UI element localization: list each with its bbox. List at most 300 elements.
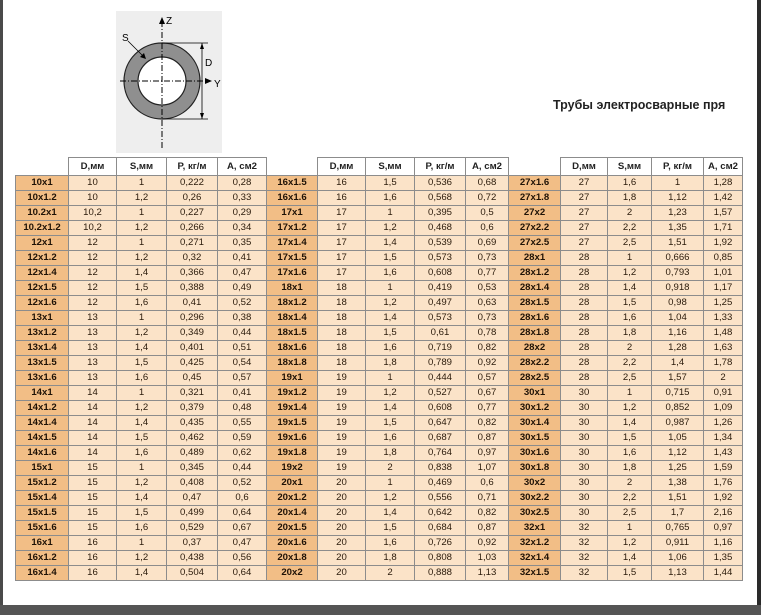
pipe-size-cell: 30x1.5: [509, 431, 561, 446]
value-cell: 10: [69, 176, 117, 191]
value-cell: 0,438: [167, 551, 218, 566]
column-header: P, кг/м: [652, 158, 704, 176]
value-cell: 0,41: [218, 386, 267, 401]
table-row: [16, 356, 743, 371]
pipe-size-cell: 18x1.4: [267, 311, 318, 326]
value-cell: 1,8: [366, 356, 415, 371]
value-cell: 30: [561, 491, 608, 506]
value-cell: 0,57: [218, 371, 267, 386]
value-cell: 2,5: [608, 236, 652, 251]
pipe-size-cell: 19x2: [267, 461, 318, 476]
value-cell: 0,271: [167, 236, 218, 251]
value-cell: 1: [366, 476, 415, 491]
value-cell: 28: [561, 311, 608, 326]
pipe-size-cell: 28x2.5: [509, 371, 561, 386]
table-row: [16, 281, 743, 296]
value-cell: 12: [69, 251, 117, 266]
value-cell: 13: [69, 356, 117, 371]
value-cell: 28: [561, 326, 608, 341]
header-spacer: [16, 158, 69, 176]
value-cell: 0,222: [167, 176, 218, 191]
value-cell: 1,5: [117, 506, 167, 521]
table-row: [16, 506, 743, 521]
pipe-size-cell: 28x1.6: [509, 311, 561, 326]
value-cell: 0,573: [415, 311, 466, 326]
value-cell: 1,05: [652, 431, 704, 446]
pipe-size-cell: 12x1.4: [16, 266, 69, 281]
value-cell: 20: [318, 491, 366, 506]
value-cell: 18: [318, 341, 366, 356]
value-cell: 0,539: [415, 236, 466, 251]
pipe-size-cell: 20x1.2: [267, 491, 318, 506]
value-cell: 0,388: [167, 281, 218, 296]
value-cell: 20: [318, 476, 366, 491]
value-cell: 0,52: [218, 476, 267, 491]
value-cell: 1,2: [366, 386, 415, 401]
pipe-size-cell: 16x1: [16, 536, 69, 551]
value-cell: 0,765: [652, 521, 704, 536]
value-cell: 0,55: [218, 416, 267, 431]
value-cell: 0,34: [218, 221, 267, 236]
value-cell: 30: [561, 401, 608, 416]
value-cell: 0,715: [652, 386, 704, 401]
value-cell: 0,61: [415, 326, 466, 341]
value-cell: 0,227: [167, 206, 218, 221]
value-cell: 15: [69, 491, 117, 506]
value-cell: 32: [561, 521, 608, 536]
value-cell: 16: [69, 566, 117, 581]
value-cell: 1,2: [117, 191, 167, 206]
value-cell: 1,8: [608, 191, 652, 206]
pipe-size-cell: 27x2.5: [509, 236, 561, 251]
value-cell: 0,918: [652, 281, 704, 296]
value-cell: 1,42: [704, 191, 743, 206]
value-cell: 1,5: [366, 251, 415, 266]
value-cell: 10,2: [69, 206, 117, 221]
value-cell: 1,57: [652, 371, 704, 386]
value-cell: 0,497: [415, 296, 466, 311]
value-cell: 28: [561, 296, 608, 311]
value-cell: 0,91: [704, 386, 743, 401]
pipe-size-cell: 10x1.2: [16, 191, 69, 206]
value-cell: 0,366: [167, 266, 218, 281]
value-cell: 1,2: [608, 401, 652, 416]
value-cell: 18: [318, 311, 366, 326]
value-cell: 2: [366, 566, 415, 581]
value-cell: 0,48: [218, 401, 267, 416]
table-row: [16, 551, 743, 566]
value-cell: 1,5: [366, 326, 415, 341]
value-cell: 1,6: [117, 296, 167, 311]
header-spacer: [267, 158, 318, 176]
value-cell: 0,85: [704, 251, 743, 266]
value-cell: 1,38: [652, 476, 704, 491]
pipe-size-cell: 30x1.4: [509, 416, 561, 431]
pipe-size-cell: 15x1: [16, 461, 69, 476]
value-cell: 0,888: [415, 566, 466, 581]
value-cell: 2: [704, 371, 743, 386]
pipe-section-diagram: [116, 11, 222, 153]
value-cell: 0,408: [167, 476, 218, 491]
value-cell: 0,72: [466, 191, 509, 206]
value-cell: 1,4: [366, 506, 415, 521]
value-cell: 2,2: [608, 491, 652, 506]
value-cell: 15: [69, 461, 117, 476]
value-cell: 0,47: [218, 266, 267, 281]
value-cell: 0,62: [218, 446, 267, 461]
value-cell: 0,41: [167, 296, 218, 311]
value-cell: 1,8: [366, 446, 415, 461]
column-header: A, см2: [218, 158, 267, 176]
pipe-size-cell: 13x1: [16, 311, 69, 326]
value-cell: 13: [69, 341, 117, 356]
table-row: [16, 266, 743, 281]
value-cell: 0,26: [167, 191, 218, 206]
value-cell: 0,296: [167, 311, 218, 326]
pipe-size-cell: 13x1.2: [16, 326, 69, 341]
pipe-size-cell: 17x1.2: [267, 221, 318, 236]
value-cell: 13: [69, 371, 117, 386]
value-cell: 0,666: [652, 251, 704, 266]
value-cell: 1,03: [466, 551, 509, 566]
value-cell: 0,527: [415, 386, 466, 401]
value-cell: 0,29: [218, 206, 267, 221]
value-cell: 0,6: [466, 476, 509, 491]
value-cell: 0,64: [218, 566, 267, 581]
value-cell: 1,4: [366, 311, 415, 326]
pipe-size-cell: 17x1.4: [267, 236, 318, 251]
value-cell: 0,6: [218, 491, 267, 506]
pipe-size-cell: 28x1: [509, 251, 561, 266]
value-cell: 1,5: [608, 566, 652, 581]
value-cell: 0,37: [167, 536, 218, 551]
value-cell: 0,6: [466, 221, 509, 236]
value-cell: 0,504: [167, 566, 218, 581]
value-cell: 1,71: [704, 221, 743, 236]
value-cell: 13: [69, 326, 117, 341]
value-cell: 2: [608, 206, 652, 221]
value-cell: 1,6: [366, 341, 415, 356]
value-cell: 1: [366, 206, 415, 221]
value-cell: 1: [117, 536, 167, 551]
value-cell: 0,45: [167, 371, 218, 386]
value-cell: 1,2: [117, 251, 167, 266]
value-cell: 0,73: [466, 311, 509, 326]
value-cell: 1,5: [117, 281, 167, 296]
value-cell: 10,2: [69, 221, 117, 236]
value-cell: 12: [69, 266, 117, 281]
pipe-size-cell: 14x1: [16, 386, 69, 401]
value-cell: 0,911: [652, 536, 704, 551]
value-cell: 19: [318, 371, 366, 386]
pipe-size-cell: 20x1.6: [267, 536, 318, 551]
value-cell: 0,345: [167, 461, 218, 476]
value-cell: 1,92: [704, 491, 743, 506]
pipe-size-cell: 20x1: [267, 476, 318, 491]
value-cell: 0,87: [466, 521, 509, 536]
value-cell: 0,266: [167, 221, 218, 236]
value-cell: 14: [69, 386, 117, 401]
value-cell: 0,395: [415, 206, 466, 221]
value-cell: 1: [608, 251, 652, 266]
value-cell: 0,47: [218, 536, 267, 551]
value-cell: 0,64: [218, 506, 267, 521]
pipe-size-cell: 12x1.6: [16, 296, 69, 311]
value-cell: 19: [318, 416, 366, 431]
value-cell: 1: [117, 236, 167, 251]
table-row: [16, 371, 743, 386]
value-cell: 19: [318, 386, 366, 401]
value-cell: 0,82: [466, 506, 509, 521]
value-cell: 20: [318, 551, 366, 566]
value-cell: 1,8: [608, 461, 652, 476]
column-header: A, см2: [466, 158, 509, 176]
pipe-size-cell: 28x1.4: [509, 281, 561, 296]
value-cell: 20: [318, 536, 366, 551]
value-cell: 30: [561, 506, 608, 521]
value-cell: 0,321: [167, 386, 218, 401]
value-cell: 27: [561, 236, 608, 251]
pipe-size-cell: 17x1.5: [267, 251, 318, 266]
value-cell: 0,684: [415, 521, 466, 536]
value-cell: 12: [69, 236, 117, 251]
pipe-size-cell: 16x1.2: [16, 551, 69, 566]
table-row: [16, 521, 743, 536]
value-cell: 18: [318, 326, 366, 341]
pipe-size-cell: 15x1.2: [16, 476, 69, 491]
value-cell: 14: [69, 431, 117, 446]
table-row: [16, 461, 743, 476]
value-cell: 17: [318, 236, 366, 251]
pipe-size-cell: 20x1.5: [267, 521, 318, 536]
pipe-size-cell: 14x1.4: [16, 416, 69, 431]
value-cell: 19: [318, 401, 366, 416]
value-cell: 1,6: [608, 176, 652, 191]
value-cell: 0,53: [466, 281, 509, 296]
value-cell: 0,987: [652, 416, 704, 431]
value-cell: 0,51: [218, 341, 267, 356]
value-cell: 1,7: [652, 506, 704, 521]
value-cell: 1,4: [117, 566, 167, 581]
column-header: D,мм: [69, 158, 117, 176]
table-row: [16, 221, 743, 236]
pipe-size-cell: 10.2x1: [16, 206, 69, 221]
value-cell: 0,92: [466, 356, 509, 371]
value-cell: 1,23: [652, 206, 704, 221]
value-cell: 28: [561, 266, 608, 281]
window-right-edge: [757, 0, 761, 605]
pipe-size-cell: 16x1.5: [267, 176, 318, 191]
pipe-size-cell: 19x1.6: [267, 431, 318, 446]
pipe-size-cell: 28x1.5: [509, 296, 561, 311]
value-cell: 0,82: [466, 416, 509, 431]
value-cell: 1,76: [704, 476, 743, 491]
value-cell: 0,98: [652, 296, 704, 311]
pipe-size-cell: 20x2: [267, 566, 318, 581]
value-cell: 0,435: [167, 416, 218, 431]
value-cell: 28: [561, 356, 608, 371]
pipe-size-cell: 30x1.6: [509, 446, 561, 461]
value-cell: 1,06: [652, 551, 704, 566]
value-cell: 1: [608, 521, 652, 536]
value-cell: 1,48: [704, 326, 743, 341]
table-row: [16, 566, 743, 581]
value-cell: 1,4: [608, 281, 652, 296]
value-cell: 0,608: [415, 266, 466, 281]
value-cell: 1,2: [117, 401, 167, 416]
pipe-size-cell: 19x1.4: [267, 401, 318, 416]
value-cell: 1,4: [652, 356, 704, 371]
value-cell: 1,43: [704, 446, 743, 461]
value-cell: 1,26: [704, 416, 743, 431]
value-cell: 0,556: [415, 491, 466, 506]
value-cell: 10: [69, 191, 117, 206]
value-cell: 0,87: [466, 431, 509, 446]
window-bottom-bar: [0, 605, 761, 615]
value-cell: 0,44: [218, 461, 267, 476]
value-cell: 0,793: [652, 266, 704, 281]
value-cell: 19: [318, 461, 366, 476]
column-header: D,мм: [318, 158, 366, 176]
value-cell: 0,469: [415, 476, 466, 491]
value-cell: 1,28: [704, 176, 743, 191]
y-label: Y: [214, 79, 221, 90]
value-cell: 0,852: [652, 401, 704, 416]
value-cell: 0,808: [415, 551, 466, 566]
value-cell: 0,33: [218, 191, 267, 206]
value-cell: 0,59: [218, 431, 267, 446]
table-row: [16, 536, 743, 551]
value-cell: 0,49: [218, 281, 267, 296]
pipe-size-cell: 18x1.6: [267, 341, 318, 356]
pipe-size-cell: 13x1.5: [16, 356, 69, 371]
value-cell: 2: [366, 461, 415, 476]
value-cell: 1,63: [704, 341, 743, 356]
pipe-size-cell: 19x1.2: [267, 386, 318, 401]
value-cell: 28: [561, 371, 608, 386]
value-cell: 0,789: [415, 356, 466, 371]
pipe-size-cell: 12x1.5: [16, 281, 69, 296]
value-cell: 1,07: [466, 461, 509, 476]
value-cell: 12: [69, 296, 117, 311]
pipe-size-cell: 15x1.4: [16, 491, 69, 506]
table-row: [16, 176, 743, 191]
value-cell: 1,33: [704, 311, 743, 326]
pipe-size-cell: 30x2.2: [509, 491, 561, 506]
value-cell: 0,92: [466, 536, 509, 551]
value-cell: 1: [366, 281, 415, 296]
column-header: A, см2: [704, 158, 743, 176]
pipe-size-cell: 15x1.5: [16, 506, 69, 521]
table-row: [16, 386, 743, 401]
value-cell: 1,04: [652, 311, 704, 326]
table-row: [16, 311, 743, 326]
pipe-size-cell: 18x1.2: [267, 296, 318, 311]
value-cell: 19: [318, 431, 366, 446]
value-cell: 0,32: [167, 251, 218, 266]
column-header: D,мм: [561, 158, 608, 176]
value-cell: 0,69: [466, 236, 509, 251]
value-cell: 1,34: [704, 431, 743, 446]
value-cell: 0,349: [167, 326, 218, 341]
value-cell: 0,67: [218, 521, 267, 536]
z-label: Z: [166, 16, 173, 27]
table-header-row: [16, 158, 743, 176]
value-cell: 1,17: [704, 281, 743, 296]
value-cell: 1,92: [704, 236, 743, 251]
value-cell: 2,5: [608, 506, 652, 521]
value-cell: 14: [69, 446, 117, 461]
value-cell: 2: [608, 476, 652, 491]
value-cell: 0,719: [415, 341, 466, 356]
pipe-size-cell: 32x1.5: [509, 566, 561, 581]
value-cell: 0,56: [218, 551, 267, 566]
value-cell: 1,4: [117, 416, 167, 431]
d-label: D: [205, 58, 213, 69]
value-cell: 0,71: [466, 491, 509, 506]
value-cell: 1,2: [366, 221, 415, 236]
value-cell: 0,529: [167, 521, 218, 536]
value-cell: 14: [69, 401, 117, 416]
value-cell: 0,573: [415, 251, 466, 266]
value-cell: 1,4: [608, 416, 652, 431]
value-cell: 1,16: [652, 326, 704, 341]
value-cell: 1,35: [652, 221, 704, 236]
value-cell: 32: [561, 566, 608, 581]
value-cell: 20: [318, 521, 366, 536]
value-cell: 0,41: [218, 251, 267, 266]
table-row: [16, 326, 743, 341]
value-cell: 1,59: [704, 461, 743, 476]
value-cell: 1,2: [608, 266, 652, 281]
value-cell: 0,536: [415, 176, 466, 191]
value-cell: 1,2: [117, 326, 167, 341]
pipe-size-cell: 20x1.8: [267, 551, 318, 566]
value-cell: 0,54: [218, 356, 267, 371]
value-cell: 0,78: [466, 326, 509, 341]
table-row: [16, 236, 743, 251]
column-header: P, кг/м: [167, 158, 218, 176]
value-cell: 1,2: [117, 221, 167, 236]
value-cell: 0,489: [167, 446, 218, 461]
pipe-size-cell: 13x1.4: [16, 341, 69, 356]
value-cell: 15: [69, 521, 117, 536]
value-cell: 1,6: [117, 521, 167, 536]
column-header: S,мм: [117, 158, 167, 176]
value-cell: 20: [318, 566, 366, 581]
value-cell: 0,499: [167, 506, 218, 521]
value-cell: 1,4: [366, 401, 415, 416]
value-cell: 0,444: [415, 371, 466, 386]
value-cell: 1,6: [117, 446, 167, 461]
table-row: [16, 491, 743, 506]
value-cell: 0,57: [466, 371, 509, 386]
value-cell: 30: [561, 476, 608, 491]
value-cell: 28: [561, 341, 608, 356]
s-label: S: [122, 33, 129, 44]
pipe-size-cell: 20x1.4: [267, 506, 318, 521]
value-cell: 17: [318, 251, 366, 266]
pipe-size-cell: 30x1.2: [509, 401, 561, 416]
value-cell: 1,2: [117, 551, 167, 566]
value-cell: 1,5: [366, 416, 415, 431]
value-cell: 1,57: [704, 206, 743, 221]
value-cell: 27: [561, 176, 608, 191]
value-cell: 0,726: [415, 536, 466, 551]
pipe-size-cell: 19x1.5: [267, 416, 318, 431]
value-cell: 17: [318, 221, 366, 236]
value-cell: 0,97: [704, 521, 743, 536]
